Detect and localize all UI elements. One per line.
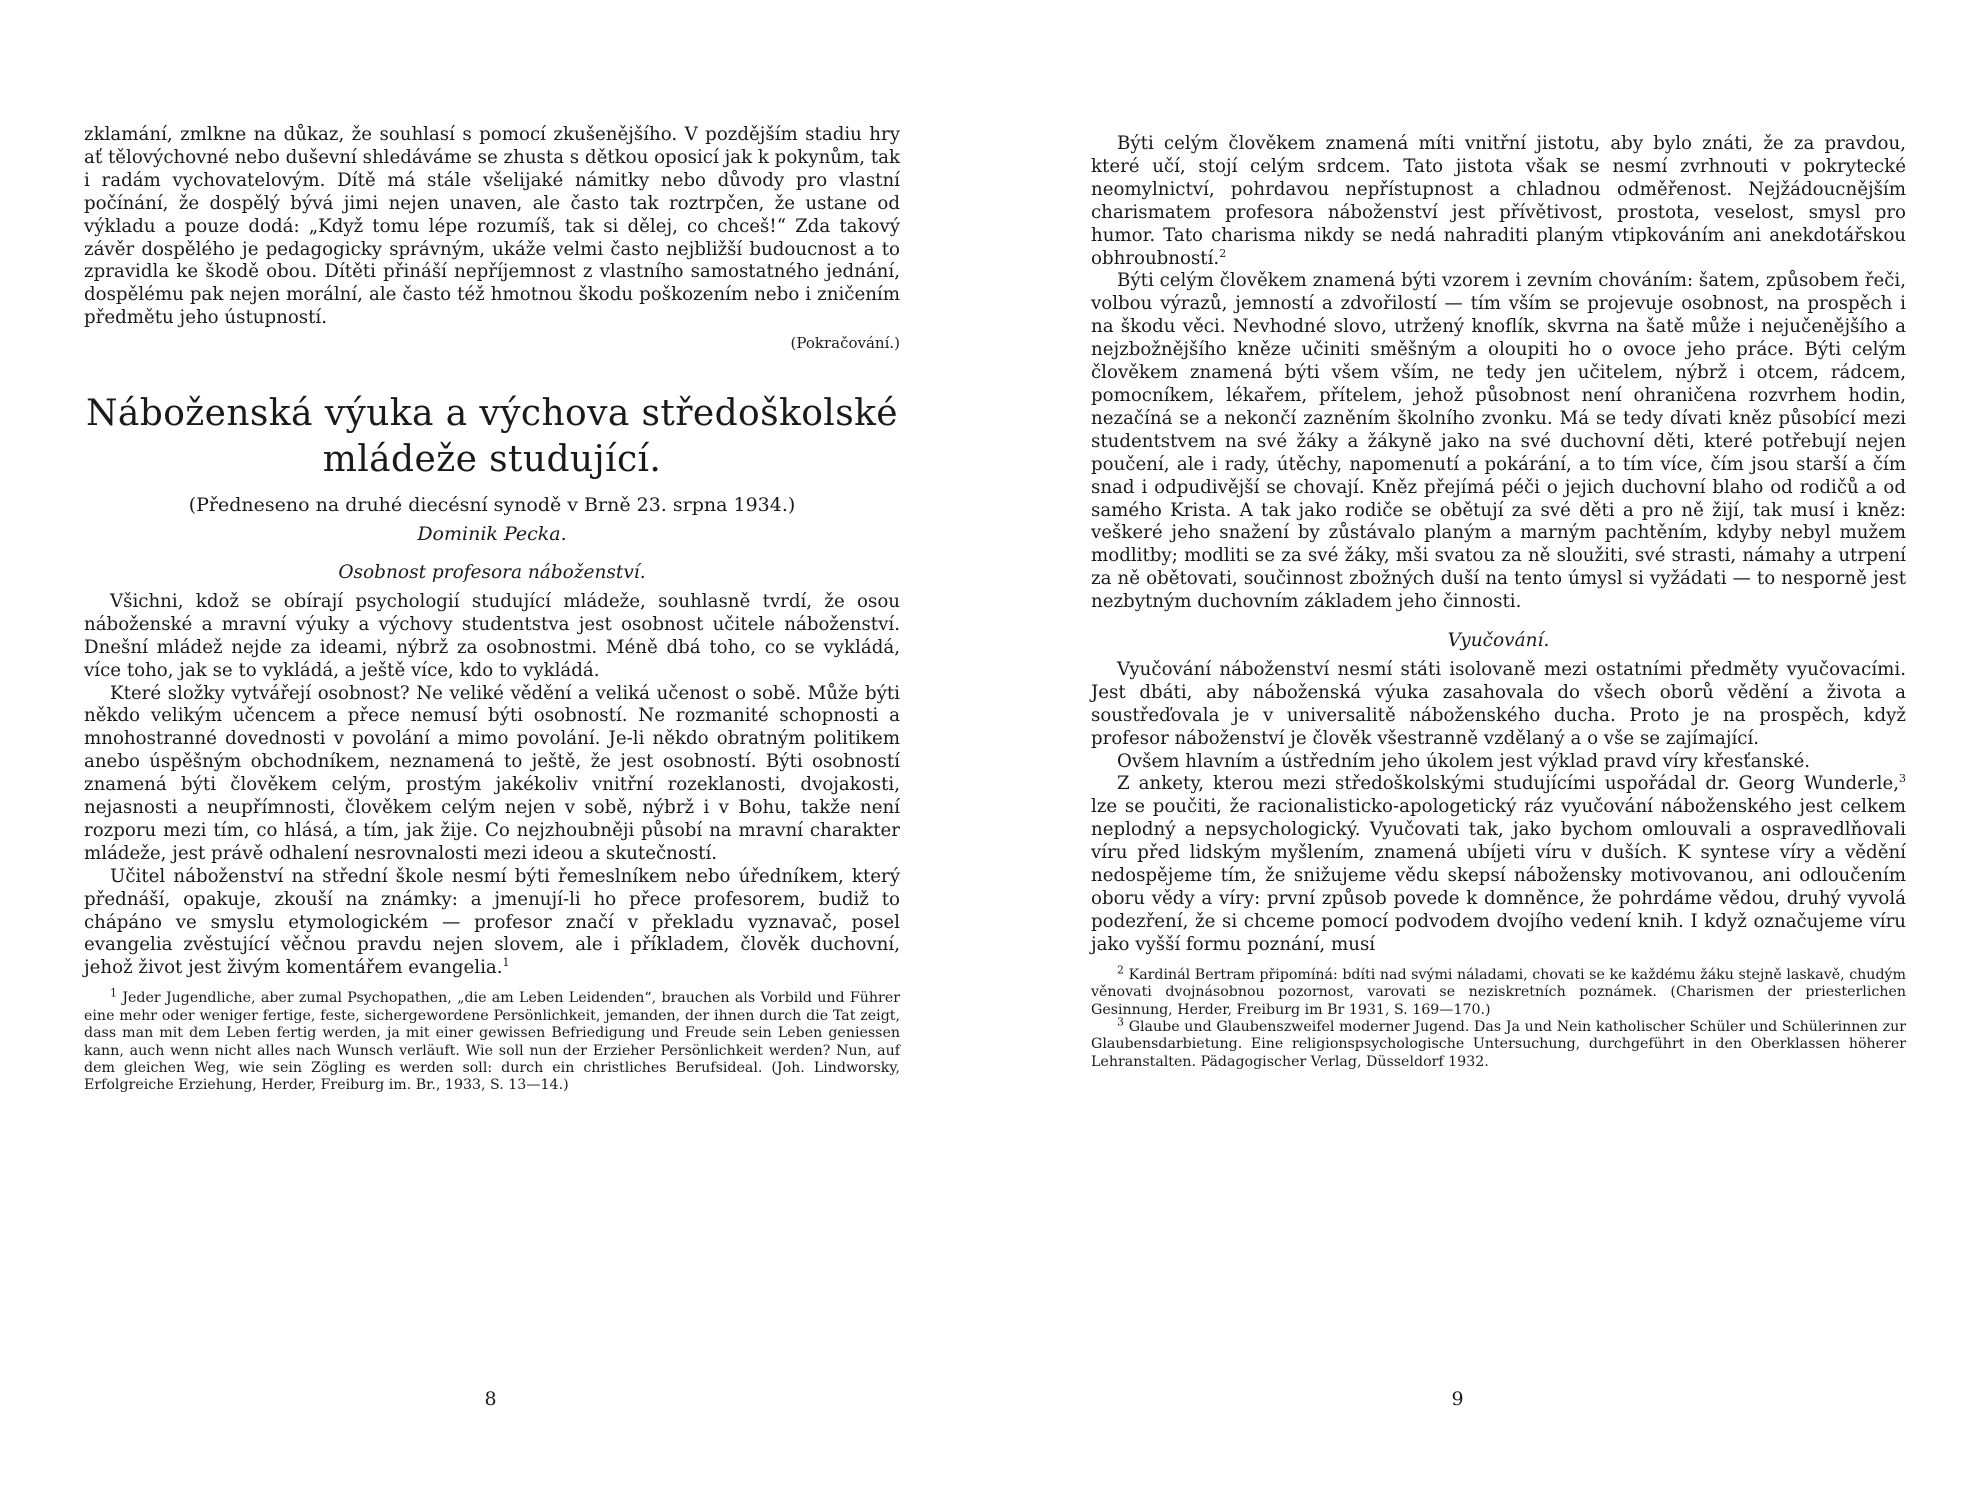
footnotes [1091,962,1906,1071]
left-text-column [84,124,900,1095]
footnote [84,986,901,1094]
body-paragraph: Vyučování náboženství nesmí státi isolovaně mezi ostatními předměty vyučovacími. Jest dbáti, aby náboženská výuka zasahovala do všech oborů vědění a života a soustřeďovala je v universalitě náboženského ducha. Proto je na prospěch, když profesor náboženství je člověk všestranně vzdělaný a o vše se zajímající. [1091,658,1906,749]
footnote-mark: 2 [1117,962,1124,976]
footnote-mark: 1 [110,986,117,1000]
body-paragraph-text: Učitel náboženství na střední škole nesmí býti řemeslníkem nebo úředníkem, který přednáší, opakuje, zkouší na známky: a jmenují-li ho přece profesorem, budiž to chápáno ve smyslu etymologickém — profesor značí v překladu vyznavač, posel evangelia zvěstující věčnou pravdu nejen slovem, ale i příkladem, člověk duchovní, jehož život jest živým komentářem evangelia. [84,865,900,979]
footnote-reference: 2 [1219,246,1227,260]
body-paragraph: Které složky vytvářejí osobnost? Ne veliké vědění a veliká učenost o sobě. Může býti někdo velikým učencem a přece nemusí býti osobností. Ne rozmanité schopnosti a mnohostranné dovednosti v povolání a mimo povolání. Je-li někdo obratným politikem anebo úspěšným obchodníkem, neznamená to ještě, že jest osobností. Býti osobností znamená býti člověkem celým, prostým jakékoliv vnitřní rozeklanosti, dvojakosti, nejasnosti a neupřímnosti, člověkem celým nejen v sobě, nýbrž i v Bohu, takže není rozporu mezi tím, co hlásá, a tím, jak žije. Co nejzhoubněji působí na mravní charakter mládeže, jest právě odhalení nesrovnalosti mezi ideou a skutečností. [84,682,900,864]
page-number: 9 [1451,1388,1464,1410]
footnote-reference: 3 [1899,772,1906,786]
footnote-mark: 3 [1117,1015,1124,1029]
footnotes [84,986,901,1094]
right-page [981,0,1962,1500]
footnote [1091,1015,1906,1071]
body-paragraph [84,866,900,981]
article-author: Dominik Pecka. [417,523,567,546]
footnote-text: Kardinál Bertram připomíná: bdíti nad svými náladami, chovati se ke každému žáku stejně laskavě, chudým věnovati dvojnásobnou pozornost, varovati se neziskretních poznámek. (Charismen der priesterlichen Gesinnung, Herder, Freiburg im Br 1931, S. 169—170.) [1091,966,1906,1018]
continuation-paragraph: zklamání, zmlkne na důkaz, že souhlasí s pomocí zkušenějšího. V pozdějším stadiu hry ať tělovýchovné nebo duševní shledáváme se zhusta s dětkou oposicí jak k pokynům, tak i radám vychovatelovým. Dítě má stále všelijaké námitky nebo důvody pro vlastní počínání, že dospělý bývá jimi nejen unaven, ale často tak roztrpčen, že ustane od výkladu a pouze dodá: „Když tomu lépe rozumíš, tak si dělej, co chceš!“ Zda takový závěr dospělého je pedagogicky správným, ukáže velmi často nejbližší budoucnost a to zpravidla ke škodě obou. Dítěti přináší nepříjemnost z vlastního samostatného jednání, dospělému pak nejen morální, ale často též hmotnou škodu poškozením nebo i zničením předmětu jeho ústupností. [84,124,900,329]
body-paragraph-text: Býti celým člověkem znamená míti vnitřní jistotu, aby bylo znáti, že za pravdou, které učí, stojí celým srdcem. Tato jistota však se nesmí zvrhnouti v pokrytecké neomylnictví, pohrdavou nepřístupnost a chladnou odměřenost. Nejžádoucnějším charismatem profesora náboženství jest přívětivost, prostota, veselost, smysl pro humor. Tato charisma nikdy se nedá nahraditi planým vtipkováním ani anekdotářskou obhroubností. [1091,133,1906,269]
continued-note: (Pokračování.) [790,334,900,353]
right-text-column [1091,133,1906,1071]
body-paragraph [1091,773,1906,956]
section-heading-vyucovani: Vyučování. [1447,630,1550,652]
body-paragraph: Ovšem hlavním a ústředním jeho úkolem jest výklad pravd víry křesťanské. [1117,750,1811,772]
body-paragraph: Všichni, kdož se obírají psychologií studující mládeže, souhlasně tvrdí, že osou náboženské a mravní výuky a výchovy studentstva jest osobnost učitele náboženství. Dnešní mládež nejde za ideami, nýbrž za osobnostmi. Méně dbá toho, co se vykládá, více toho, jak se to vykládá, a ještě více, kdo to vykládá. [84,590,900,681]
footnote [1091,962,1906,1019]
article-subtitle: (Předneseno na druhé diecésní synodě v Brně 23. srpna 1934.) [188,494,796,517]
footnote-reference: 1 [502,956,510,970]
section-heading-osobnost: Osobnost profesora náboženství. [338,561,646,583]
body-paragraph-text: lze se poučiti, že racionalisticko-apologetický ráz vyučování náboženského jest celkem neplodný a nepsychologický. Vyučovati tak, jako bychom omlouvali a ospravedlňovali víru před lidským myšlením, znamená ubíjeti víru v duších. K syntese víry a vědění nedospějeme tím, že snižujeme vědu skepsí nábožensky motivovanou, ani odloučením oboru vědy a víry: první způsob povede k domněnce, že pohrdáme vědou, druhý vyvolá podezření, že si chceme pomocí podvodem dvojího vedení knih. I když označujeme víru jako vyšší formu poznání, musí [1091,796,1906,955]
body-paragraph [1091,133,1906,270]
article-title: Náboženská výuka a výchova středoškolské mládeže studující. [85,393,898,481]
footnote-text: Jeder Jugendliche, aber zumal Psychopathen, „die am Leben Leidenden“, brauchen als Vorbild und Führer eine mehr oder weniger fertige, feste, sichergewordene Persönlichkeit, jemanden, der ihnen durch die Tat zeigt, dass man mit dem Leben fertig werden, ja mit einer gewissen Befriedigung und Freude sein Leben geniessen kann, auch wenn nicht alles nach Wunsch verläuft. Wie soll nun der Erzieher Persönlichkeit werden? Nun, auf dem gleichen Weg, wie sein Zögling es werden soll: durch ein christliches Berufsideal. (Joh. Lindworsky, Erfolgreiche Erziehung, Herder, Freiburg im. Br., 1933, S. 13—14.) [84,990,901,1094]
page-number: 8 [484,1388,497,1410]
body-paragraph-text: Z ankety, kterou mezi středoškolskými studujícími uspořádal dr. Georg Wunderle, [1117,773,1899,795]
footnote-text: Glaube und Glaubenszweifel moderner Jugend. Das Ja und Nein katholischer Schüler und Schülerinnen zur Glaubensdarbietung. Eine religionspsychologische Untersuchung, durchgeführt in den Oberklassen höherer Lehranstalten. Pädagogischer Verlag, Düsseldorf 1932. [1091,1018,1906,1070]
body-paragraph: Býti celým člověkem znamená býti vzorem i zevním chováním: šatem, způsobem řeči, volbou výrazů, jemností a zdvořilostí — tím vším se projevuje osobnost, na prospěch i na škodu věci. Nevhodné slovo, utržený knoflík, skvrna na šatě může i nejučenějšího a nejzbožnějšího kněze učiniti směšným a oloupiti ho o ovoce jeho práce. Býti celým člověkem znamená býti všem vším, ne tedy jen učitelem, nýbrž i otcem, rádcem, pomocníkem, lékařem, přítelem, jehož působnost není ohraničena rozvrhem hodin, nezačíná se a nekončí zazněním školního zvonku. Má se tedy dívati kněz působící mezi studentstvem na své žáky a žákyně jako na své duchovní děti, které potřebují nejen poučení, ale i rady, útěchy, napomenutí a pokárání, a to tím více, čím jsou starší a čím snad i odpudivější se chovají. Kněz přejímá péči o jejich duchovní blaho od rodičů a od samého Krista. A tak jako rodiče se obětují za své děti a pro ně žijí, tak musí i kněz: veškeré jeho snažení by zůstávalo planým a marným pachtěním, kdyby nebyl mužem modlitby; modliti se za své žáky, mši svatou za ně sloužiti, své strasti, námahy a utrpení za ně obětovati, součinnost zbožných duší na tento úmysl si vyžádati — to nesporně jest nezbytným duchovním základem jeho činnosti. [1091,270,1906,613]
